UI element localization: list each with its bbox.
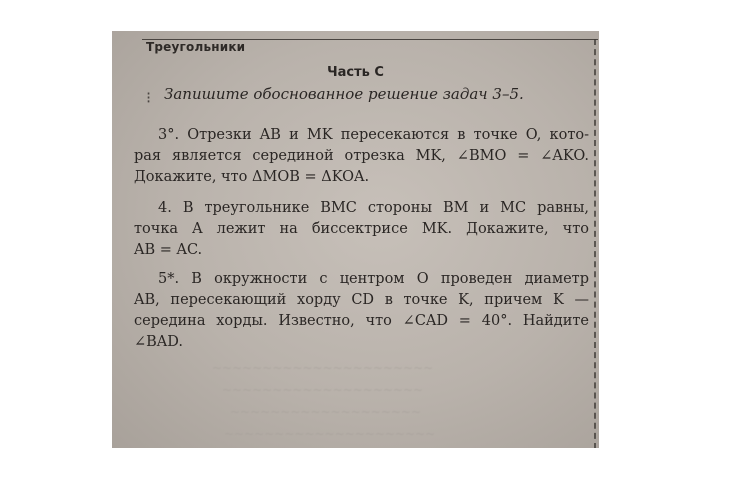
task-line: рая является серединой отрезка MK, ∠BMO = ∠AKO.	[134, 148, 589, 164]
task-line: ∠BAD.	[134, 334, 183, 350]
bleed-through-text: ~~~~~~~~~~~~~~~~~~~~	[222, 383, 424, 397]
pencil-mark-icon: ⁝	[146, 88, 152, 107]
task-line: AB = AC.	[134, 242, 203, 258]
bleed-through-text: ~~~~~~~~~~~~~~~~~~~~~	[224, 427, 436, 441]
task-line: 4. В треугольнике BMC стороны BM и MC равны,	[158, 200, 589, 216]
task-line: Докажите, что ΔMOB = ΔKOA.	[134, 169, 370, 185]
section-title: Часть С	[327, 65, 384, 80]
task-5	[134, 269, 589, 353]
instruction-text: Запишите обоснованное решение задач 3–5.	[164, 85, 524, 103]
margin-dashed-line	[594, 39, 596, 448]
task-line: середина хорды. Известно, что ∠CAD = 40°. Найдите	[134, 313, 589, 329]
task-4	[134, 198, 589, 261]
bleed-through-text: ~~~~~~~~~~~~~~~~~~~~~~	[212, 361, 434, 375]
task-line: 5*. В окружности с центром O проведен диаметр	[158, 271, 589, 287]
page-header-title: Треугольники	[146, 40, 246, 54]
task-line: точка A лежит на биссектрисе MK. Докажите, что	[134, 221, 589, 237]
task-line: AB, пересекающий хорду CD в точке K, причем K —	[134, 292, 589, 308]
worksheet-photo	[112, 31, 599, 448]
task-line: 3°. Отрезки AB и MK пересекаются в точке O, кото-	[158, 127, 589, 143]
task-3	[134, 125, 589, 188]
bleed-through-text: ~~~~~~~~~~~~~~~~~~~	[230, 405, 422, 419]
